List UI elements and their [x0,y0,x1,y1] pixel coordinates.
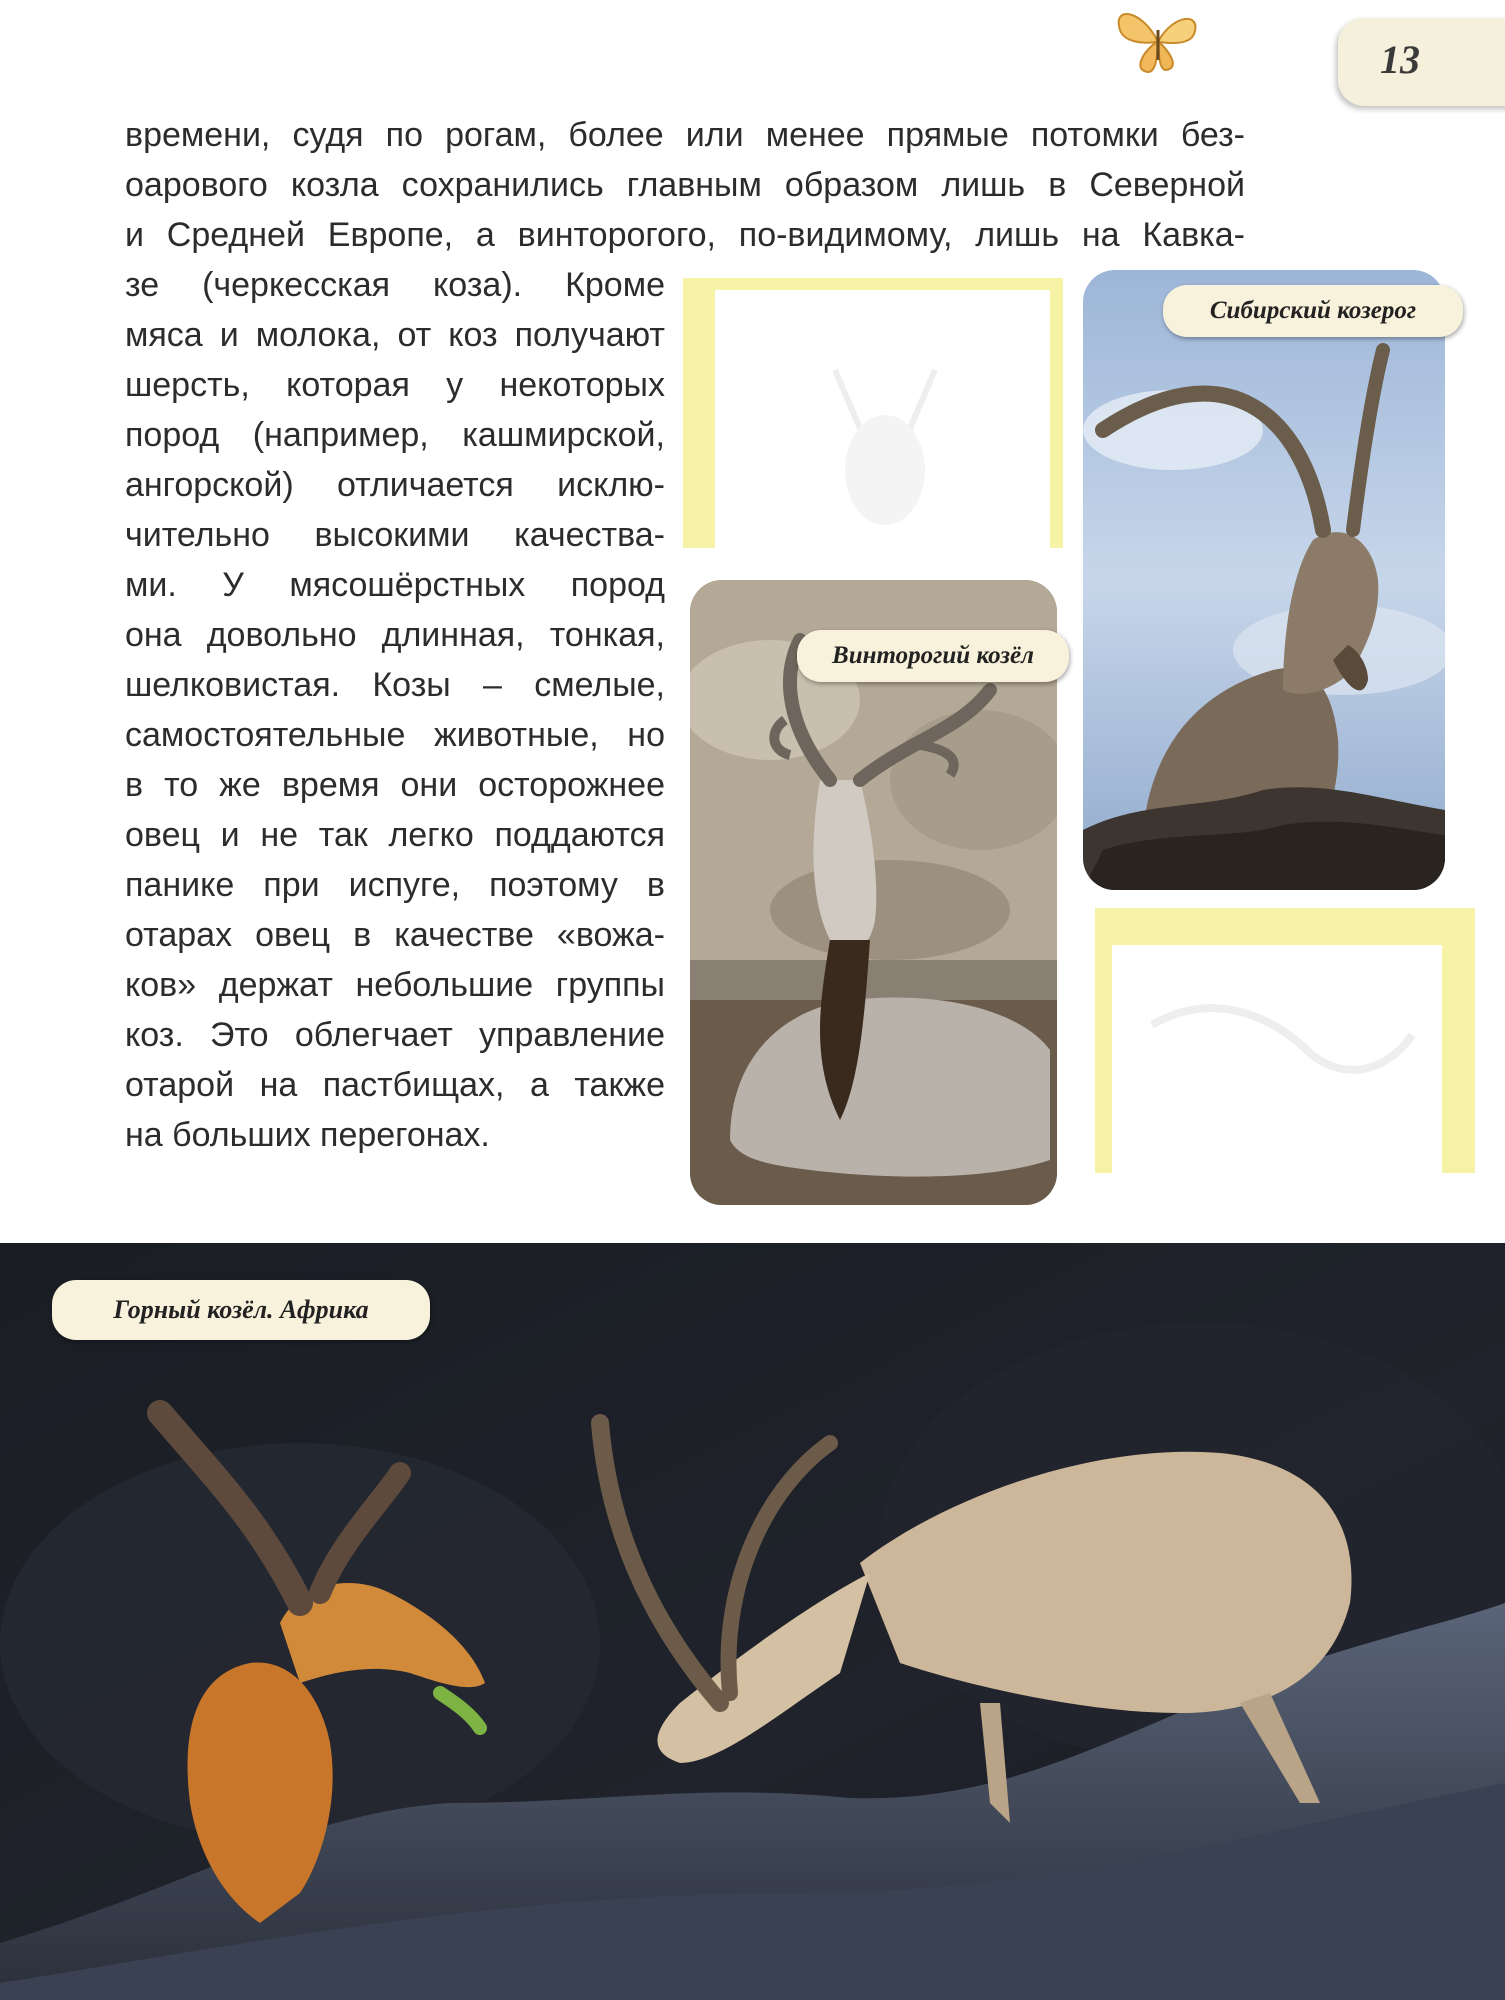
butterfly-icon [1102,0,1212,82]
text-line: шелковистая. Козы – смелые, [125,666,665,704]
text-line: зе (черкесская коза). Кроме [125,266,665,304]
text-line: шерсть, которая у некоторых [125,366,665,404]
text-line: овец и не так легко поддаются [125,816,665,854]
text-line: отарой на пастбищах, а также [125,1066,665,1104]
africa-ibex-photo [0,1243,1505,2000]
caption-siberian-ibex: Сибирский козерог [1163,285,1463,337]
text-line: оарового козла сохранились главным образом лишь в Северной [125,166,1245,204]
text-line: на больших перегонах. [125,1116,490,1154]
text-line: она довольно длинная, тонкая, [125,616,665,654]
faded-photo-placeholder [1112,945,1442,1173]
caption-markhor: Винторогий козёл [797,630,1069,682]
text-line: коз. Это облегчает управление [125,1016,665,1054]
caption-africa-ibex: Горный козёл. Африка [52,1280,430,1340]
page-number: 13 [1380,37,1420,82]
text-line: ми. У мясошёрстных пород [125,566,665,604]
text-line: и Средней Европе, а винторогого, по-видимому, лишь на Кавка- [125,216,1245,254]
text-line: отарах овец в качестве «вожа- [125,916,665,954]
text-line: мяса и молока, от коз получают [125,316,665,354]
text-line: в то же время они осторожнее [125,766,665,804]
text-line: пород (например, кашмирской, [125,416,665,454]
text-line: ков» держат небольшие группы [125,966,665,1004]
text-line: чительно высокими качества- [125,516,665,554]
text-line: времени, судя по рогам, более или менее прямые потомки без- [125,116,1245,154]
text-line: самостоятельные животные, но [125,716,665,754]
text-line: ангорской) отличается исклю- [125,466,665,504]
siberian-ibex-photo [1083,270,1445,890]
text-line: панике при испуге, поэтому в [125,866,665,904]
faded-photo-placeholder [715,290,1050,550]
